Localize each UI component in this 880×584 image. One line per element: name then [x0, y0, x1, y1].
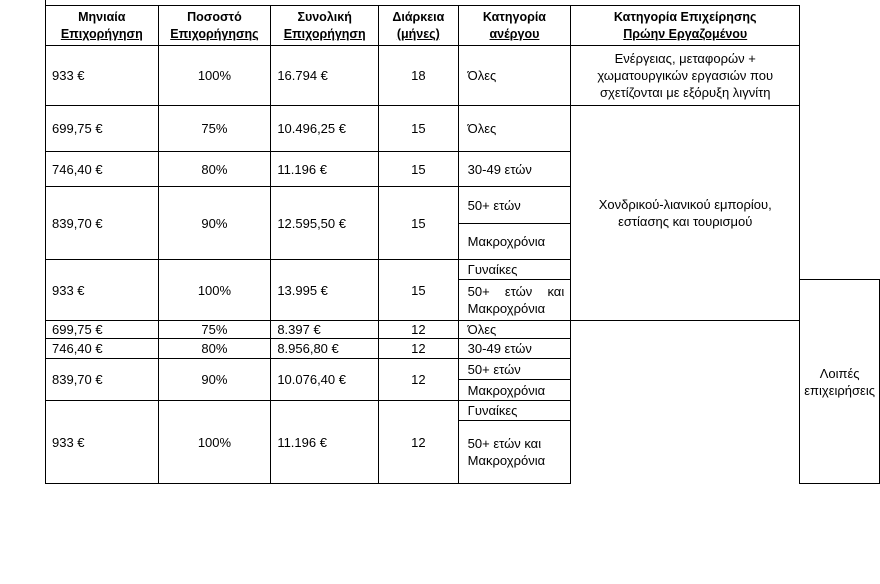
cell-duration: 15 — [379, 187, 459, 260]
header-monthly: Μηνιαία Επιχορήγηση — [46, 6, 159, 46]
cell-category: 50+ ετών — [458, 359, 571, 380]
cell-total: 11.196 € — [271, 401, 379, 484]
header-category: Κατηγορία ανέργου — [458, 6, 571, 46]
table-row — [46, 46, 880, 106]
cell-percent: 75% — [158, 321, 271, 339]
business-line: Ενέργειας, μεταφορών + — [614, 51, 756, 66]
cell-percent: 90% — [158, 359, 271, 401]
cell-total: 8.397 € — [271, 321, 379, 339]
table-row — [46, 359, 880, 380]
cell-business-energy — [571, 46, 800, 106]
cell-monthly: 699,75 € — [46, 106, 159, 152]
cell-duration: 18 — [379, 46, 459, 106]
cell-monthly: 746,40 € — [46, 152, 159, 187]
cell-business-other: Λοιπές επιχειρήσεις — [800, 280, 880, 484]
cell-category: Γυναίκες — [458, 401, 571, 421]
cell-duration: 15 — [379, 260, 459, 321]
cell-business-retail — [571, 106, 800, 321]
table-row — [46, 106, 880, 152]
cell-total: 11.196 € — [271, 152, 379, 187]
cell-monthly: 699,75 € — [46, 321, 159, 339]
cell-category: Μακροχρόνια — [458, 380, 571, 401]
cell-duration: 12 — [379, 321, 459, 339]
business-line: χωματουργικών εργασιών που — [597, 68, 774, 83]
cell-category: 30-49 ετών — [458, 339, 571, 359]
cell-percent: 100% — [158, 260, 271, 321]
cell-total: 8.956,80 € — [271, 339, 379, 359]
cell-monthly: 933 € — [46, 260, 159, 321]
cell-percent: 100% — [158, 401, 271, 484]
cell-category: 50+ ετών — [458, 187, 571, 224]
cell-category: Όλες — [458, 106, 571, 152]
category-line: 50+ ετών και — [467, 436, 542, 451]
header-total: Συνολική Επιχορήγηση — [271, 6, 379, 46]
cell-category: Όλες — [458, 321, 571, 339]
header-percent: Ποσοστό Επιχορήγησης — [158, 6, 271, 46]
cell-duration: 12 — [379, 401, 459, 484]
cell-category: Γυναίκες — [458, 260, 571, 280]
cell-percent: 90% — [158, 187, 271, 260]
category-line: Μακροχρόνια — [467, 453, 546, 468]
header-business: Κατηγορία Επιχείρησης Πρώην Εργαζομένου — [571, 6, 800, 46]
cell-total: 13.995 € — [271, 260, 379, 321]
cell-duration: 12 — [379, 339, 459, 359]
cell-monthly: 933 € — [46, 46, 159, 106]
cell-monthly: 839,70 € — [46, 187, 159, 260]
business-line: εστίασης και τουρισμού — [618, 214, 753, 229]
cell-monthly: 933 € — [46, 401, 159, 484]
cell-duration: 15 — [379, 106, 459, 152]
cell-percent: 100% — [158, 46, 271, 106]
cell-monthly: 746,40 € — [46, 339, 159, 359]
cell-duration: 15 — [379, 152, 459, 187]
cell-percent: 80% — [158, 152, 271, 187]
business-line: σχετίζονται με εξόρυξη λιγνίτη — [600, 85, 771, 100]
header-duration: Διάρκεια (μήνες) — [379, 6, 459, 46]
cell-percent: 80% — [158, 339, 271, 359]
cell-total: 16.794 € — [271, 46, 379, 106]
cell-category: Όλες — [458, 46, 571, 106]
cell-category — [458, 421, 571, 484]
cell-total: 10.076,40 € — [271, 359, 379, 401]
business-line: Χονδρικού-λιανικού εμπορίου, — [598, 197, 772, 212]
cell-total: 10.496,25 € — [271, 106, 379, 152]
table-row — [46, 339, 880, 359]
table-row — [46, 401, 880, 421]
cell-percent: 75% — [158, 106, 271, 152]
table-row — [46, 321, 880, 339]
cell-monthly: 839,70 € — [46, 359, 159, 401]
cell-total: 12.595,50 € — [271, 187, 379, 260]
cell-duration: 12 — [379, 359, 459, 401]
cell-category: Μακροχρόνια — [458, 224, 571, 260]
cell-category: 50+ ετών και Μακροχρόνια — [458, 280, 571, 321]
subsidy-table — [45, 5, 880, 484]
header-row — [46, 6, 880, 46]
cell-category: 30-49 ετών — [458, 152, 571, 187]
